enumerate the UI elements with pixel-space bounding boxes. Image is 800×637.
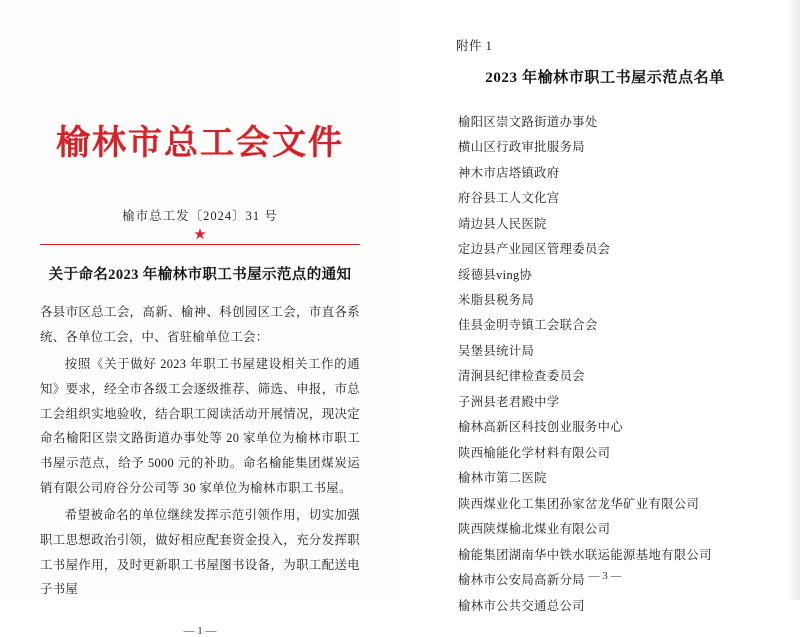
list-item: 吴堡县统计局 [458, 343, 535, 358]
document-body [40, 300, 360, 602]
document-number: 榆市总工发〔2024〕31 号 [122, 209, 278, 223]
document-paragraph: 按照《关于做好 2023 年职工书屋建设相关工作的通知》要求，经全市各级工会逐级推荐、筛选、申报，市总工会组织实地验收，结合职工阅读活动开展情况，现决定命名榆阳区崇文路街道办事处等 20 家单位为榆林市职工书屋示范点，给予 5000 元的补助。命名榆能集团煤炭运销有限公司府谷分公司等 30 家单位为榆林市职工书屋。 [40, 357, 360, 496]
appendix-label: 附件 1 [456, 39, 493, 53]
list-item: 陕西榆能化学材料有限公司 [458, 445, 611, 460]
list-item: 榆林市公安局高新分局 [458, 573, 585, 588]
page-number-right: — 3 — [588, 570, 622, 582]
red-star-icon: ★ [193, 227, 207, 243]
list-item: 榆林市公共交通总公司 [458, 598, 585, 613]
list-item: 米脂县税务局 [458, 292, 535, 307]
list-item: 清涧县纪律检查委员会 [458, 369, 585, 384]
list-item: 神木市店塔镇政府 [458, 165, 560, 180]
list-item: 绥德县ving协 [458, 267, 533, 282]
appendix-list [456, 109, 754, 619]
list-item [456, 517, 754, 542]
list-item-highlighted: 陕西陕煤榆北煤业有限公司 [458, 522, 611, 537]
appendix-title: 2023 年榆林市职工书屋示范点名单 [485, 70, 725, 86]
list-item: 横山区行政审批服务局 [458, 140, 585, 155]
list-item: 榆能集团湖南华中铁水联运能源基地有限公司 [458, 547, 712, 562]
document-subject: 关于命名2023 年榆林市职工书屋示范点的通知 [48, 267, 352, 284]
list-item: 陕西煤业化工集团孙家岔龙华矿业有限公司 [458, 496, 700, 511]
list-item: 定边县产业园区管理委员会 [458, 242, 611, 257]
document-page-right [400, 0, 800, 613]
red-divider [40, 244, 360, 245]
list-item: 府谷县工人文化宫 [458, 191, 560, 206]
document-paragraph: 各县市区总工会，高新、榆神、科创园区工会，市直各系统、各单位工会，中、省驻榆单位工会： [40, 305, 360, 345]
list-item: 子洲县老君殿中学 [458, 394, 560, 409]
list-item: 榆林高新区科技创业服务中心 [458, 420, 624, 435]
list-item: 靖边县人民医院 [458, 216, 547, 231]
document-title: 榆林市总工会文件 [56, 125, 344, 162]
list-item: 榆林市第二医院 [458, 471, 547, 486]
page-number-left: — 1 — [183, 625, 217, 637]
document-paragraph: 希望被命名的单位继续发挥示范引领作用，切实加强职工思想政治引领，做好相应配套资金投入，充分发挥职工书屋作用，及时更新职工书屋图书设备，为职工配送电子书屋 [40, 507, 360, 597]
page-edge-right [786, 0, 800, 600]
list-item: 佳县金明寺镇工会联合会 [458, 318, 598, 333]
list-item: 榆阳区崇文路街道办事处 [458, 114, 598, 129]
